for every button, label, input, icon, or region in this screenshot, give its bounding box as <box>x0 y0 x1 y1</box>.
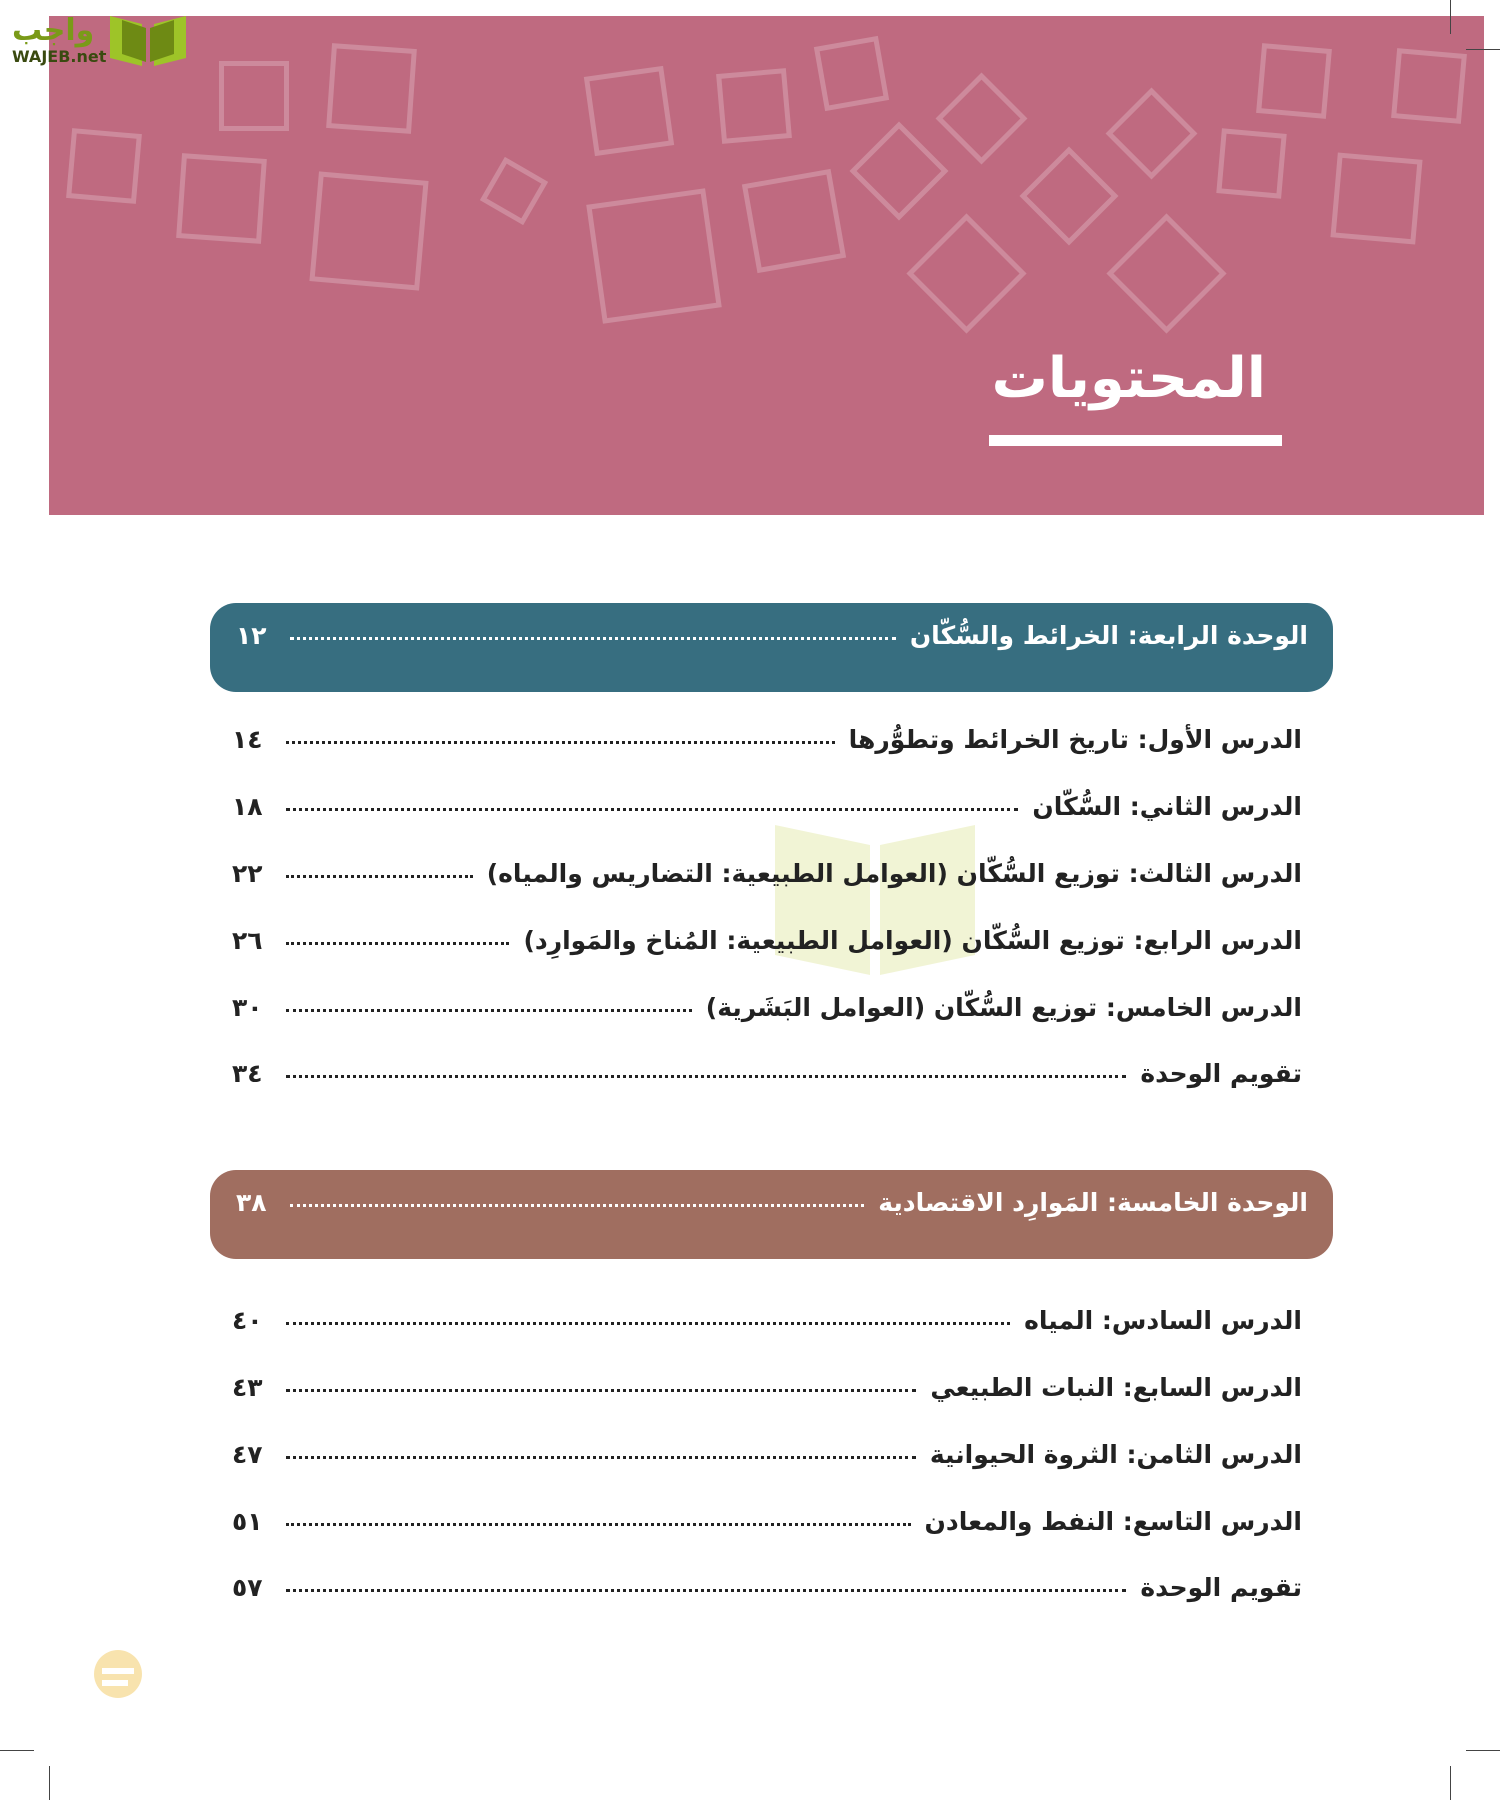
title-underline <box>989 435 1282 446</box>
page-number: ٢٢ <box>232 859 263 888</box>
page-number: ١٨ <box>232 792 263 821</box>
page-number: ٤٠ <box>232 1306 263 1335</box>
unit-header-4[interactable] <box>210 603 1333 692</box>
entry-label: تقويم الوحدة <box>1140 1059 1302 1088</box>
page-number: ٤٧ <box>232 1440 263 1469</box>
entry-label: الدرس الثامن: الثروة الحيوانية <box>929 1440 1302 1469</box>
dot-leader <box>286 1589 1126 1592</box>
header-banner <box>49 16 1484 515</box>
crop-mark <box>1450 0 1451 34</box>
entry-label: تقويم الوحدة <box>1140 1573 1302 1602</box>
toc-entry[interactable] <box>232 1373 1302 1402</box>
page-number: ٥١ <box>232 1507 263 1536</box>
crop-mark <box>1450 1766 1451 1800</box>
page-title: المحتويات <box>991 346 1266 411</box>
dot-leader <box>286 1322 1010 1325</box>
crop-mark <box>0 1750 34 1751</box>
entry-label: الدرس الخامس: توزيع السُّكّان (العوامل البَشَرية) <box>705 993 1302 1022</box>
toc-entry[interactable] <box>232 725 1302 754</box>
dot-leader <box>286 942 509 945</box>
wajeb-logo <box>10 6 190 72</box>
crop-mark <box>1466 49 1500 50</box>
toc-entry[interactable] <box>232 859 1302 888</box>
toc-entry[interactable] <box>232 1306 1302 1335</box>
page-number: ٣٠ <box>232 993 263 1022</box>
page-number: ٢٦ <box>232 926 263 955</box>
dot-leader <box>286 741 835 744</box>
entry-label: الدرس الرابع: توزيع السُّكّان (العوامل الطبيعية: المُناخ والمَوارِد) <box>523 926 1302 955</box>
dot-leader <box>286 808 1018 811</box>
dot-leader <box>286 1075 1126 1078</box>
page-number: ٣٤ <box>232 1059 263 1088</box>
entry-label: الدرس الأول: تاريخ الخرائط وتطوُّرها <box>848 725 1302 754</box>
toc-entry[interactable] <box>232 792 1302 821</box>
entry-label: الدرس الثاني: السُّكّان <box>1032 792 1302 821</box>
page-number: ٣٨ <box>236 1188 267 1217</box>
entry-label: الدرس السادس: المياه <box>1024 1306 1302 1335</box>
unit-header-5[interactable] <box>210 1170 1333 1259</box>
crop-mark <box>1466 1750 1500 1751</box>
toc-entry[interactable] <box>232 1059 1302 1088</box>
dot-leader <box>290 637 896 640</box>
toc-entry[interactable] <box>232 993 1302 1022</box>
toc-entry[interactable] <box>232 926 1302 955</box>
dot-leader <box>286 1389 916 1392</box>
unit-title: الوحدة الخامسة: المَوارِد الاقتصادية <box>878 1188 1308 1217</box>
page-number: ٤٣ <box>232 1373 263 1402</box>
page-number: ١٤ <box>232 725 263 754</box>
publisher-logo-icon <box>88 1640 146 1700</box>
page-number: ٥٧ <box>232 1573 263 1602</box>
toc-entry[interactable] <box>232 1440 1302 1469</box>
svg-text:WAJEB.net: WAJEB.net <box>12 47 107 66</box>
dot-leader <box>286 875 473 878</box>
unit-title: الوحدة الرابعة: الخرائط والسُّكّان <box>909 621 1308 650</box>
toc-entry[interactable] <box>232 1573 1302 1602</box>
page-number: ١٢ <box>236 621 267 650</box>
svg-text:واجب: واجب <box>12 13 95 48</box>
crop-mark <box>49 1766 50 1800</box>
dot-leader <box>286 1456 916 1459</box>
dot-leader <box>290 1204 864 1207</box>
toc-entry[interactable] <box>232 1507 1302 1536</box>
entry-label: الدرس التاسع: النفط والمعادن <box>924 1507 1302 1536</box>
dot-leader <box>286 1009 692 1012</box>
entry-label: الدرس الثالث: توزيع السُّكّان (العوامل الطبيعية: التضاريس والمياه) <box>486 859 1302 888</box>
dot-leader <box>286 1523 911 1526</box>
watermark-book-icon <box>770 820 980 980</box>
entry-label: الدرس السابع: النبات الطبيعي <box>930 1373 1302 1402</box>
